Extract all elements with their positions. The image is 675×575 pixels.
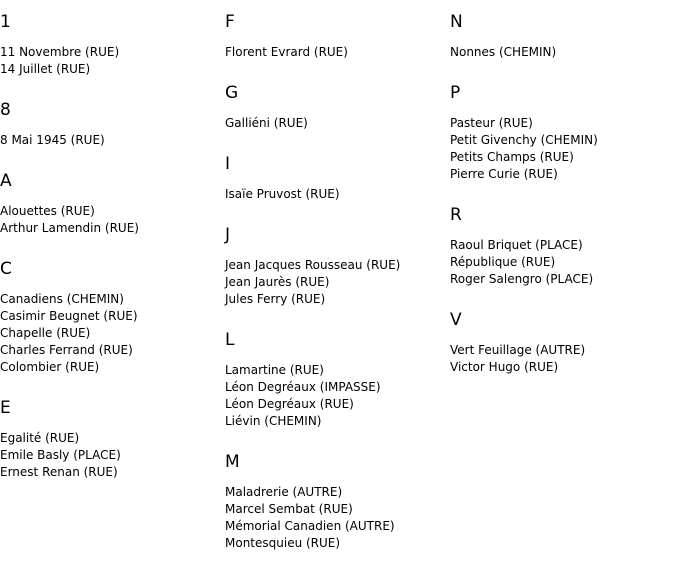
street-list-item	[225, 379, 450, 396]
street-link[interactable]: Arthur Lamendin (RUE)	[0, 221, 139, 235]
letter-group-c	[0, 247, 225, 376]
street-link[interactable]: Raoul Briquet (PLACE)	[450, 238, 583, 252]
street-link[interactable]: Jean Jaurès (RUE)	[225, 275, 330, 289]
street-list	[0, 44, 225, 78]
street-link[interactable]: 14 Juillet (RUE)	[0, 62, 91, 76]
street-list-item	[0, 291, 225, 308]
group-letter-heading: P	[450, 83, 461, 103]
street-list	[225, 257, 450, 308]
street-link[interactable]: Jean Jacques Rousseau (RUE)	[225, 258, 401, 272]
street-list-item	[450, 237, 675, 254]
street-list-item	[450, 115, 675, 132]
letter-group-g	[225, 71, 450, 132]
street-list-item	[0, 430, 225, 447]
street-list	[450, 44, 675, 61]
street-list	[0, 132, 225, 149]
street-list-item	[225, 115, 450, 132]
street-list-item	[0, 359, 225, 376]
letter-group-e	[0, 386, 225, 481]
group-letter-heading: I	[225, 154, 231, 174]
letter-group-l	[225, 318, 450, 430]
group-letter-heading: V	[450, 310, 462, 330]
street-list	[225, 44, 450, 61]
street-list-item	[225, 291, 450, 308]
street-list	[0, 203, 225, 237]
street-list-item	[0, 447, 225, 464]
street-link[interactable]: Victor Hugo (RUE)	[450, 360, 559, 374]
street-link[interactable]: Alouettes (RUE)	[0, 204, 95, 218]
street-link[interactable]: Galliéni (RUE)	[225, 116, 308, 130]
street-list-item	[225, 274, 450, 291]
street-link[interactable]: Petits Champs (RUE)	[450, 150, 574, 164]
letter-group-m	[225, 440, 450, 552]
street-list-item	[450, 166, 675, 183]
street-link[interactable]: Vert Feuillage (AUTRE)	[450, 343, 586, 357]
street-index-column-1	[0, 0, 225, 481]
street-list-item	[225, 501, 450, 518]
street-list-item	[0, 342, 225, 359]
street-index-column-2	[225, 0, 450, 552]
street-list	[0, 430, 225, 481]
street-list-item	[225, 484, 450, 501]
group-letter-heading: E	[0, 398, 11, 418]
street-list-item	[0, 220, 225, 237]
street-link[interactable]: Pasteur (RUE)	[450, 116, 533, 130]
street-list	[225, 484, 450, 552]
street-list-item	[0, 325, 225, 342]
street-list-item	[225, 44, 450, 61]
street-link[interactable]: Maladrerie (AUTRE)	[225, 485, 343, 499]
street-list-item	[450, 271, 675, 288]
street-link[interactable]: Florent Evrard (RUE)	[225, 45, 348, 59]
street-link[interactable]: Petit Givenchy (CHEMIN)	[450, 133, 598, 147]
street-list-item	[225, 413, 450, 430]
street-link[interactable]: Pierre Curie (RUE)	[450, 167, 558, 181]
street-list-item	[225, 396, 450, 413]
street-link[interactable]: Egalité (RUE)	[0, 431, 80, 445]
street-list-item	[450, 149, 675, 166]
street-link[interactable]: Nonnes (CHEMIN)	[450, 45, 557, 59]
street-link[interactable]: 8 Mai 1945 (RUE)	[0, 133, 105, 147]
street-list-item	[225, 518, 450, 535]
group-letter-heading: A	[0, 171, 12, 191]
street-list-item	[225, 535, 450, 552]
letter-group-1	[0, 0, 225, 78]
group-letter-heading: N	[450, 12, 463, 32]
street-list-item	[225, 362, 450, 379]
street-list	[0, 291, 225, 376]
street-link[interactable]: Liévin (CHEMIN)	[225, 414, 322, 428]
letter-group-j	[225, 213, 450, 308]
letter-group-8	[0, 88, 225, 149]
street-link[interactable]: Charles Ferrand (RUE)	[0, 343, 133, 357]
group-letter-heading: 8	[0, 100, 11, 120]
street-list	[225, 362, 450, 430]
street-link[interactable]: Colombier (RUE)	[0, 360, 100, 374]
letter-group-p	[450, 71, 675, 183]
street-link[interactable]: Léon Degréaux (RUE)	[225, 397, 354, 411]
letter-group-i	[225, 142, 450, 203]
street-list-item	[0, 132, 225, 149]
street-list	[225, 186, 450, 203]
street-link[interactable]: Marcel Sembat (RUE)	[225, 502, 353, 516]
street-link[interactable]: Emile Basly (PLACE)	[0, 448, 121, 462]
letter-group-f	[225, 0, 450, 61]
group-letter-heading: C	[0, 259, 12, 279]
street-link[interactable]: Canadiens (CHEMIN)	[0, 292, 124, 306]
street-list-item	[225, 257, 450, 274]
group-letter-heading: J	[225, 225, 231, 245]
group-letter-heading: 1	[0, 12, 11, 32]
group-letter-heading: M	[225, 452, 240, 472]
street-list	[225, 115, 450, 132]
letter-group-r	[450, 193, 675, 288]
street-list-item	[0, 203, 225, 220]
street-link[interactable]: Isaïe Pruvost (RUE)	[225, 187, 340, 201]
street-list	[450, 237, 675, 288]
street-list-item	[450, 342, 675, 359]
street-link[interactable]: Léon Degréaux (IMPASSE)	[225, 380, 381, 394]
street-list-item	[0, 464, 225, 481]
street-link[interactable]: Jules Ferry (RUE)	[225, 292, 326, 306]
street-link[interactable]: Chapelle (RUE)	[0, 326, 91, 340]
street-link[interactable]: Casimir Beugnet (RUE)	[0, 309, 138, 323]
street-list-item	[225, 186, 450, 203]
street-link[interactable]: République (RUE)	[450, 255, 556, 269]
street-list-item	[0, 308, 225, 325]
group-letter-heading: F	[225, 12, 235, 32]
group-letter-heading: R	[450, 205, 462, 225]
street-link[interactable]: Montesquieu (RUE)	[225, 536, 341, 550]
street-list-item	[0, 61, 225, 78]
group-letter-heading: L	[225, 330, 235, 350]
group-letter-heading: G	[225, 83, 239, 103]
street-list-item	[450, 44, 675, 61]
street-list-item	[450, 132, 675, 149]
street-link[interactable]: Mémorial Canadien (AUTRE)	[225, 519, 395, 533]
letter-group-v	[450, 298, 675, 376]
letter-group-a	[0, 159, 225, 237]
street-list-item	[450, 254, 675, 271]
street-link[interactable]: Lamartine (RUE)	[225, 363, 324, 377]
letter-group-n	[450, 0, 675, 61]
street-index-column-3	[450, 0, 675, 376]
street-list-item	[450, 359, 675, 376]
street-list-item	[0, 44, 225, 61]
street-link[interactable]: Roger Salengro (PLACE)	[450, 272, 594, 286]
street-list	[450, 342, 675, 376]
street-link[interactable]: 11 Novembre (RUE)	[0, 45, 120, 59]
street-list	[450, 115, 675, 183]
street-link[interactable]: Ernest Renan (RUE)	[0, 465, 118, 479]
